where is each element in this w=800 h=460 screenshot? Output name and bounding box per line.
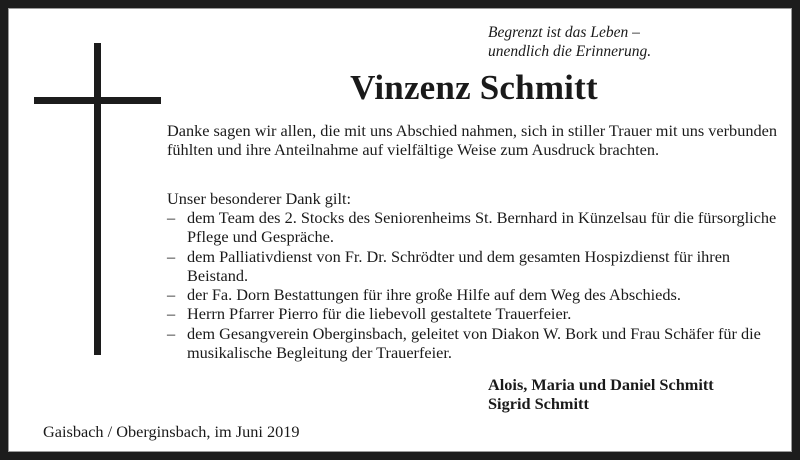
deceased-name: Vinzenz Schmitt [350,68,598,107]
bullet-dash-icon: – [167,323,176,343]
list-item [167,304,781,323]
list-item [167,247,781,286]
list-item-text: dem Gesangverein Oberginsbach, geleitet von Diakon W. Bork und Frau Schäfer für die musikalische Begleitung der Trauerfeier. [187,323,761,363]
list-item [167,324,781,363]
family-signature [488,375,714,414]
bullet-dash-icon: – [167,304,176,324]
signature-line-1: Alois, Maria und Daniel Schmitt [488,375,714,394]
signature-line-2: Sigrid Schmitt [488,394,589,414]
thanks-paragraph: Danke sagen wir allen, die mit uns Abschied nahmen, sich in stiller Trauer mit uns verbunden fühlten und ihre Anteilnahme auf vielfältige Weise zum Ausdruck brachten. [167,121,777,160]
special-thanks-intro: Unser besonderer Dank gilt: [167,189,352,208]
list-item-text: der Fa. Dorn Bestattungen für ihre große Hilfe auf dem Weg des Abschieds. [187,285,681,305]
bullet-dash-icon: – [167,208,176,227]
epigraph-line-2: unendlich die Erinnerung. [488,43,652,60]
list-item-text: dem Palliativdienst von Fr. Dr. Schrödter und dem gesamten Hospizdienst für ihren Beistand. [187,246,731,285]
epigraph [488,23,651,61]
list-item-text: dem Team des 2. Stocks des Seniorenheims St. Bernhard in Künzelsau für die fürsorgliche Pflege und Gespräche. [187,208,777,247]
place-and-date: Gaisbach / Oberginsbach, im Juni 2019 [43,422,300,441]
epigraph-line-1: Begrenzt ist das Leben – [488,24,640,41]
cross-horizontal-bar [34,97,161,104]
bullet-dash-icon: – [167,246,176,266]
list-item [167,285,781,304]
bullet-dash-icon: – [167,285,176,305]
list-item-text: Herrn Pfarrer Pierro für die liebevoll gestaltete Trauerfeier. [187,304,572,324]
cross-vertical-bar [94,43,101,355]
notice-content [43,9,782,451]
special-thanks-list [167,208,781,362]
list-item [167,208,781,247]
notice-card [8,8,792,452]
christian-cross-icon [34,43,169,355]
